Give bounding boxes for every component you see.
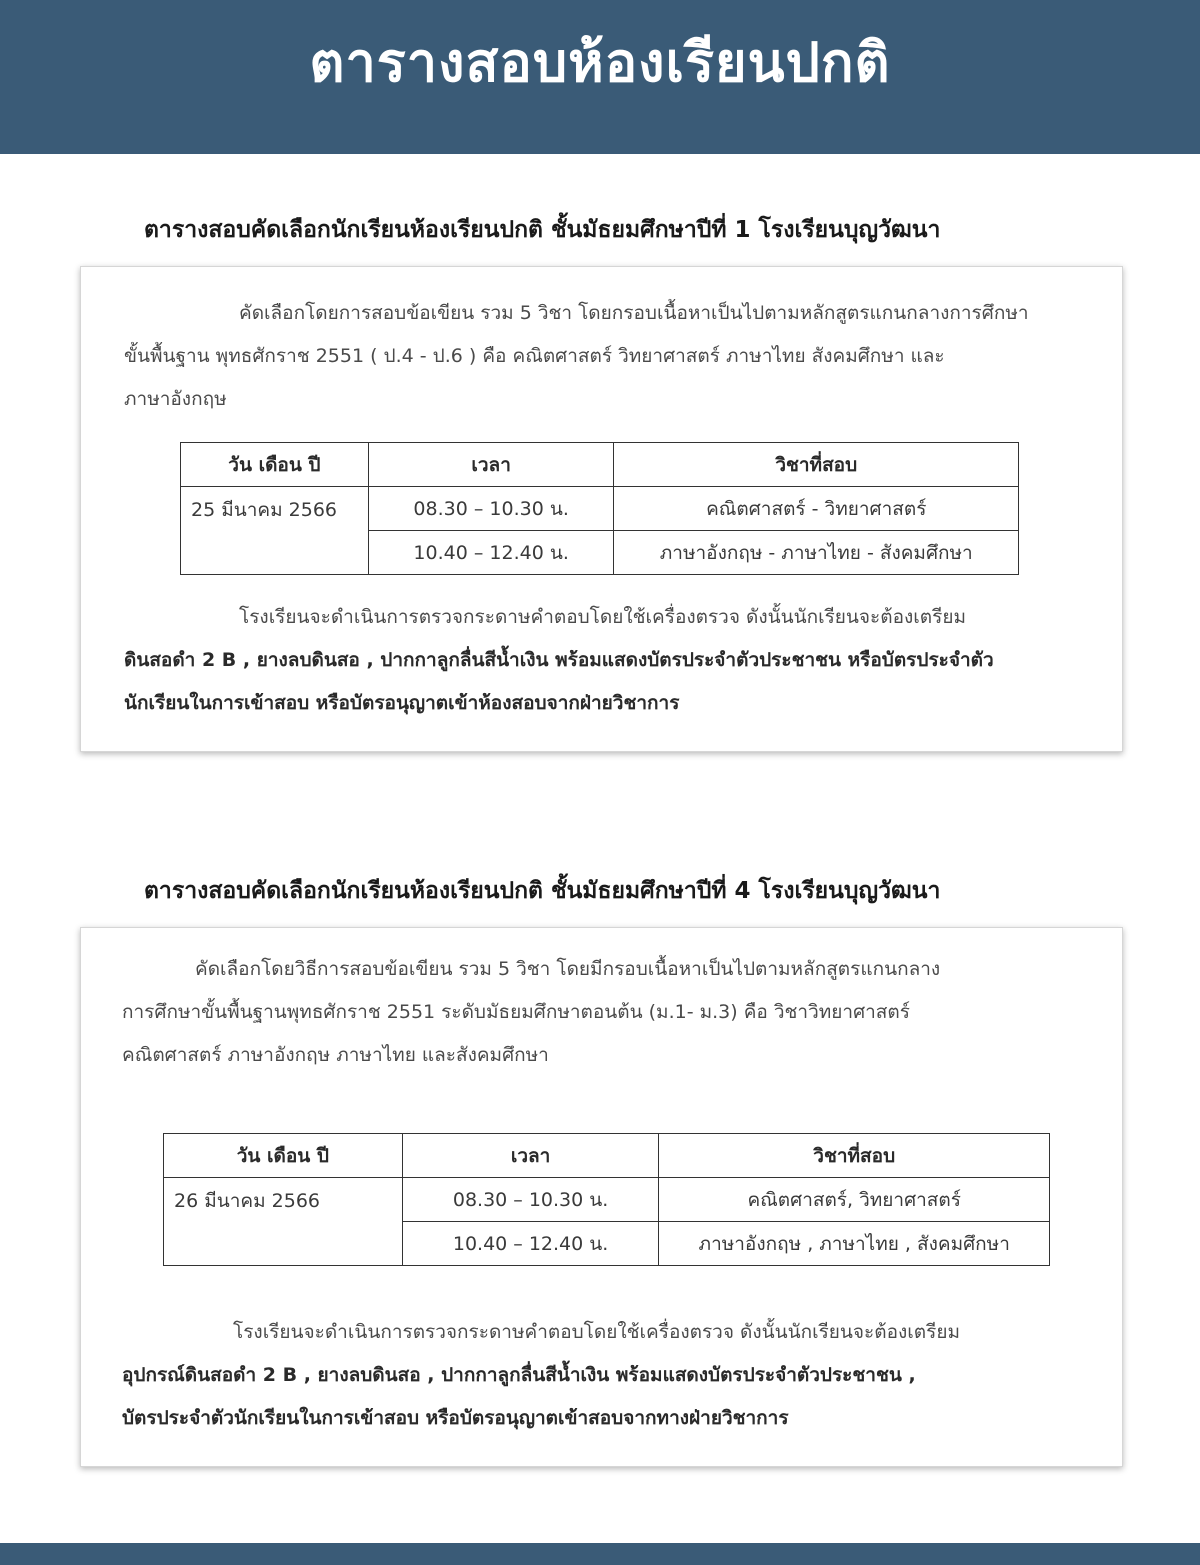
exam-time: 08.30 – 10.30 น. [402, 1178, 659, 1222]
section-1-card [80, 266, 1123, 752]
header-subject: วิชาที่สอบ [659, 1134, 1050, 1178]
exam-time: 08.30 – 10.30 น. [368, 487, 614, 531]
exam-schedule-table-1 [180, 442, 1019, 575]
table-row [181, 487, 1019, 531]
exam-schedule-table-2 [163, 1133, 1050, 1266]
page-header [0, 0, 1200, 154]
intro-line: ภาษาอังกฤษ [124, 388, 227, 410]
page-title: ตารางสอบห้องเรียนปกติ [309, 31, 891, 94]
exam-time: 10.40 – 12.40 น. [368, 531, 614, 575]
note-bold-line: อุปกรณ์ดินสอดำ 2 B , ยางลบดินสอ , ปากกาลูกลื่นสีน้ำเงิน พร้อมแสดงบัตรประจำตัวประชาชน , [122, 1364, 916, 1386]
intro-line: การศึกษาขั้นพื้นฐานพุทธศักราช 2551 ระดับมัธยมศึกษาตอนต้น (ม.1- ม.3) คือ วิชาวิทยาศาสตร์ [122, 1001, 910, 1023]
section-2-card [80, 927, 1123, 1467]
table-row [164, 1178, 1050, 1222]
note-line: โรงเรียนจะดำเนินการตรวจกระดาษคำตอบโดยใช้เครื่องตรวจ ดังนั้นนักเรียนจะต้องเตรียม [233, 1321, 960, 1343]
header-subject: วิชาที่สอบ [614, 443, 1019, 487]
intro-line: คัดเลือกโดยการสอบข้อเขียน รวม 5 วิชา โดยกรอบเนื้อหาเป็นไปตามหลักสูตรแกนกลางการศึกษา [239, 302, 1029, 324]
note-line: โรงเรียนจะดำเนินการตรวจกระดาษคำตอบโดยใช้เครื่องตรวจ ดังนั้นนักเรียนจะต้องเตรียม [239, 606, 966, 628]
note-bold-line: ดินสอดำ 2 B , ยางลบดินสอ , ปากกาลูกลื่นสีน้ำเงิน พร้อมแสดงบัตรประจำตัวประชาชน หรือบัตรประจำตัว [124, 649, 994, 671]
exam-date: 25 มีนาคม 2566 [181, 487, 369, 575]
header-date: วัน เดือน ปี [164, 1134, 403, 1178]
exam-time: 10.40 – 12.40 น. [402, 1222, 659, 1266]
note-bold-line: นักเรียนในการเข้าสอบ หรือบัตรอนุญาตเข้าห้องสอบจากฝ่ายวิชาการ [124, 692, 680, 714]
table-header-row [164, 1134, 1050, 1178]
intro-line: ขั้นพื้นฐาน พุทธศักราช 2551 ( ป.4 - ป.6 ) คือ คณิตศาสตร์ วิทยาศาสตร์ ภาษาไทย สังคมศึกษา และ [124, 345, 945, 367]
page-footer [0, 1543, 1200, 1565]
exam-subjects: คณิตศาสตร์ - วิทยาศาสตร์ [614, 487, 1019, 531]
note-bold-line: บัตรประจำตัวนักเรียนในการเข้าสอบ หรือบัตรอนุญาตเข้าสอบจากทางฝ่ายวิชาการ [122, 1407, 789, 1429]
exam-date: 26 มีนาคม 2566 [164, 1178, 403, 1266]
header-time: เวลา [368, 443, 614, 487]
section-1-title: ตารางสอบคัดเลือกนักเรียนห้องเรียนปกติ ชั้นมัธยมศึกษาปีที่ 1 โรงเรียนบุญวัฒนา [144, 217, 941, 243]
exam-subjects: ภาษาอังกฤษ - ภาษาไทย - สังคมศึกษา [614, 531, 1019, 575]
intro-line: คัดเลือกโดยวิธีการสอบข้อเขียน รวม 5 วิชา โดยมีกรอบเนื้อหาเป็นไปตามหลักสูตรแกนกลาง [195, 958, 941, 980]
intro-line: คณิตศาสตร์ ภาษาอังกฤษ ภาษาไทย และสังคมศึกษา [122, 1044, 549, 1066]
section-2-title: ตารางสอบคัดเลือกนักเรียนห้องเรียนปกติ ชั้นมัธยมศึกษาปีที่ 4 โรงเรียนบุญวัฒนา [144, 878, 941, 904]
header-time: เวลา [402, 1134, 659, 1178]
header-date: วัน เดือน ปี [181, 443, 369, 487]
table-header-row [181, 443, 1019, 487]
exam-subjects: ภาษาอังกฤษ , ภาษาไทย , สังคมศึกษา [659, 1222, 1050, 1266]
exam-subjects: คณิตศาสตร์, วิทยาศาสตร์ [659, 1178, 1050, 1222]
